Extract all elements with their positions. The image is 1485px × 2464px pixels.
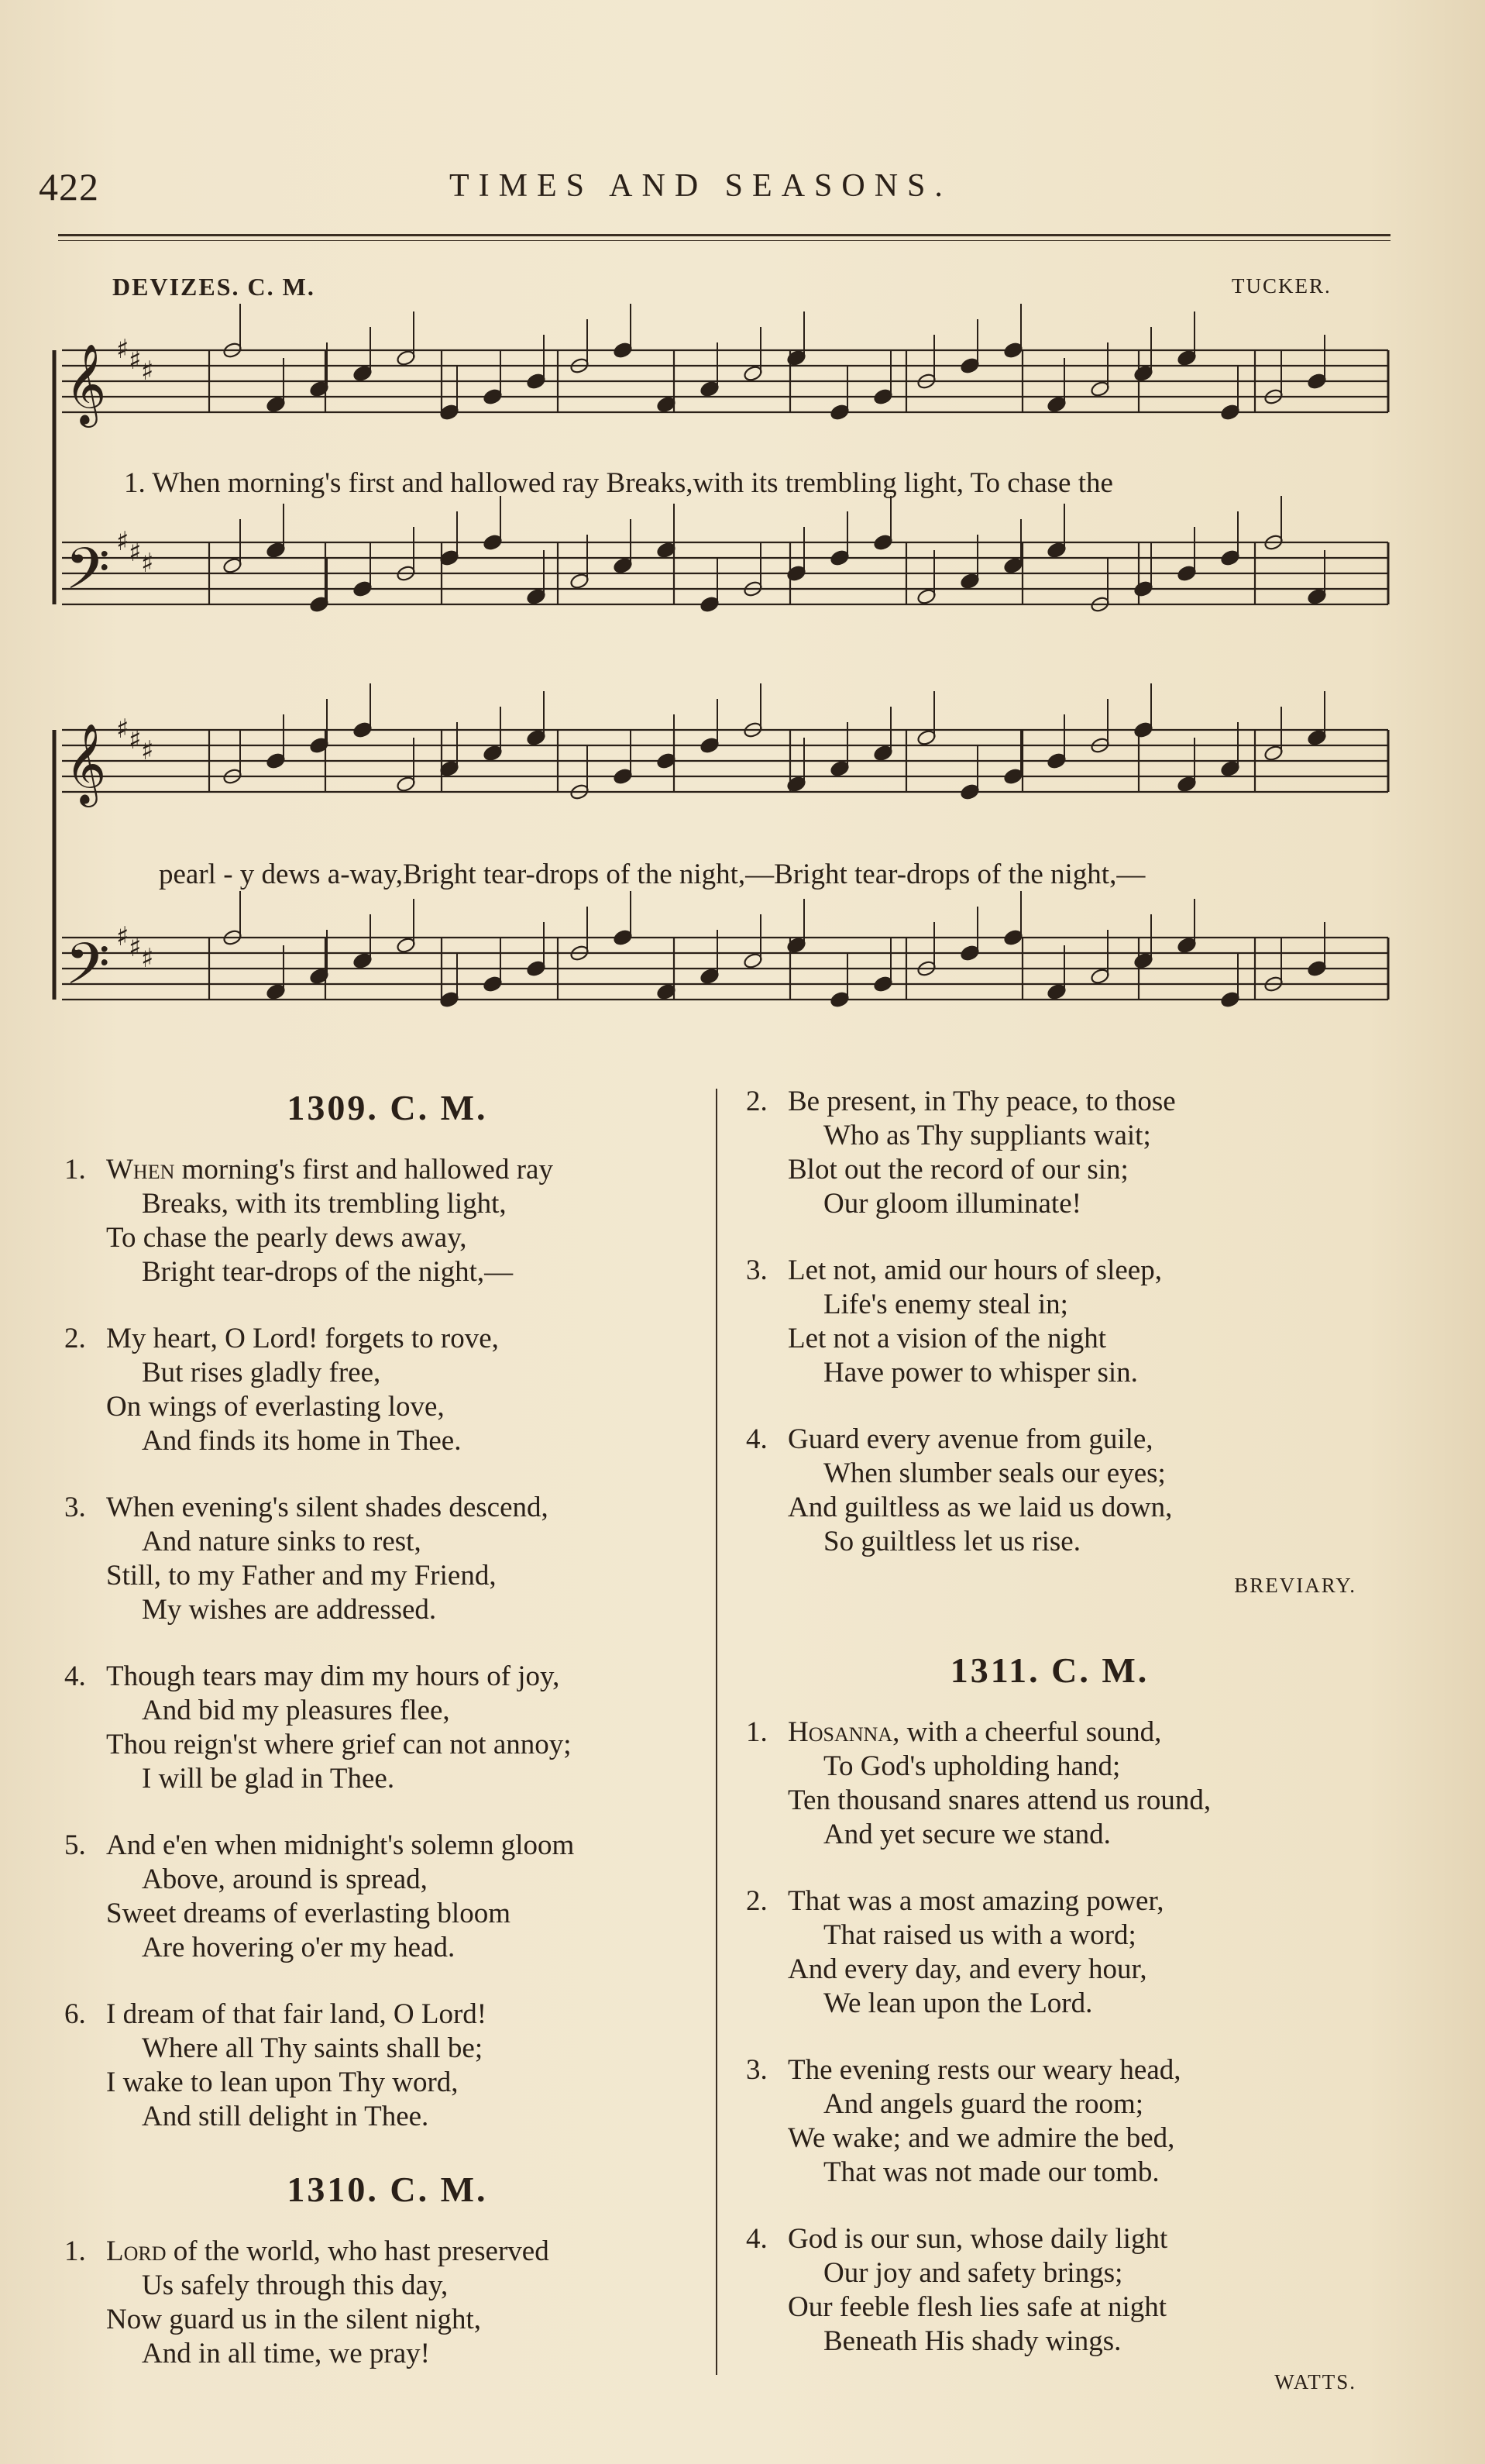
verse-line: And yet secure we stand.: [823, 1819, 1111, 1850]
verse-line: Though tears may dim my hours of joy,: [106, 1660, 560, 1692]
stanza-number: 3.: [64, 1492, 86, 1523]
lyric-line-1: 1. When morning's first and hallowed ray Breaks,with its trembling light, To chase the: [124, 467, 1113, 499]
stanza: [740, 1716, 1360, 1852]
verse-line: That was a most amazing power,: [788, 1885, 1164, 1917]
verse-line: Above, around is spread,: [142, 1863, 428, 1895]
hymn-number: 1310. C. M.: [287, 2170, 488, 2209]
verse-line: Blot out the record of our sin;: [788, 1154, 1129, 1186]
attribution-watts: WATTS.: [1274, 2370, 1356, 2393]
stanza: [58, 1829, 717, 1965]
verse-line: [58, 2235, 717, 2269]
verse-line: Are hovering o'er my head.: [142, 1932, 455, 1963]
verse-line: That raised us with a word;: [823, 1919, 1136, 1951]
sharp-icon: ♯: [116, 921, 129, 952]
running-title: TIMES AND SEASONS.: [449, 168, 952, 204]
verse-line: When slumber seals our eyes;: [823, 1457, 1166, 1489]
verse-line: God is our sun, whose daily light: [788, 2223, 1168, 2255]
verse-line: [58, 1153, 717, 1187]
verse-line: Ten thousand snares attend us round,: [788, 1784, 1212, 1816]
verse-line: Where all Thy saints shall be;: [142, 2032, 483, 2064]
treble-clef-icon: 𝄞: [65, 343, 107, 425]
verse-line: The evening rests our weary head,: [788, 2054, 1181, 2086]
verse-line: Let not, amid our hours of sleep,: [788, 1254, 1162, 1286]
verse-line: On wings of everlasting love,: [106, 1391, 445, 1423]
verse-line: Guard every avenue from guile,: [788, 1423, 1153, 1455]
verse-line: When evening's silent shades descend,: [106, 1492, 548, 1523]
page-number: 422: [39, 165, 99, 208]
verse-line: Our feeble flesh lies safe at night: [788, 2291, 1167, 2323]
initial-word: Hosanna: [788, 1716, 893, 1748]
hymn-1311: [740, 1647, 1360, 2359]
sharp-icon: ♯: [129, 537, 142, 568]
treble-clef-icon: 𝄞: [65, 723, 107, 804]
stanza-number: 6.: [64, 1998, 86, 2030]
verse-line: I wake to lean upon Thy word,: [106, 2067, 459, 2098]
stanza-number: 2.: [64, 1323, 86, 1354]
verse-line: Thou reign'st where grief can not annoy;: [106, 1729, 572, 1760]
sharp-icon: ♯: [141, 735, 154, 766]
bass-clef-icon: 𝄢: [65, 535, 110, 617]
stanza: [740, 1884, 1360, 2021]
verse-line: Still, to my Father and my Friend,: [106, 1560, 497, 1592]
verse-line: That was not made our tomb.: [823, 2156, 1160, 2188]
verse-line: We lean upon the Lord.: [823, 1987, 1093, 2019]
stanza: [740, 1423, 1360, 1559]
stanza-number: 4.: [64, 1660, 86, 1692]
verse-line: And angels guard the room;: [823, 2088, 1144, 2120]
verse-line: Have power to whisper sin.: [823, 1357, 1138, 1389]
stanza: [58, 1322, 717, 1458]
verse-line-text: , with a cheerful sound,: [892, 1716, 1162, 1748]
verse-line: [740, 1716, 1360, 1750]
sharp-icon: ♯: [116, 334, 129, 365]
verse-line: And bid my pleasures flee,: [142, 1695, 450, 1726]
stanza-number: 1.: [64, 1154, 86, 1186]
verse-line: Beneath His shady wings.: [823, 2325, 1122, 2357]
verse-line: Be present, in Thy peace, to those: [788, 1086, 1176, 1117]
stanza-number: 4.: [746, 1423, 768, 1455]
verse-line: My heart, O Lord! forgets to rove,: [106, 1323, 499, 1354]
stanza-number: 3.: [746, 2054, 768, 2086]
verse-line: To God's upholding hand;: [823, 1750, 1121, 1782]
hymn-1309: [58, 1085, 717, 2134]
left-column: [58, 1085, 717, 2404]
verse-line: Breaks, with its trembling light,: [142, 1188, 507, 1220]
stanza: [58, 1660, 717, 1796]
verse-line: To chase the pearly dews away,: [106, 1222, 467, 1254]
hymn-1310: [58, 2166, 717, 2371]
stanza: [58, 1998, 717, 2134]
stanza-number: 5.: [64, 1829, 86, 1861]
stanza: [58, 1153, 717, 1289]
verse-line: I will be glad in Thee.: [142, 1763, 395, 1795]
attribution-breviary: BREVIARY.: [1234, 1574, 1356, 1597]
verse-line: And guiltless as we laid us down,: [788, 1492, 1173, 1523]
verse-line: Who as Thy suppliants wait;: [823, 1120, 1151, 1151]
verse-line: Life's enemy steal in;: [823, 1289, 1068, 1320]
music-score: [0, 0, 1485, 1054]
verse-line: Our joy and safety brings;: [823, 2257, 1123, 2289]
verse-line: Our gloom illuminate!: [823, 1188, 1081, 1220]
verse-line: Sweet dreams of everlasting bloom: [106, 1898, 510, 1929]
stanza: [740, 1254, 1360, 1390]
verse-line: And e'en when midnight's solemn gloom: [106, 1829, 575, 1861]
lyric-line-2: pearl - y dews a-way,Bright tear-drops of the night,—Bright tear-drops of the night,—: [159, 859, 1146, 890]
stanza-number: 1.: [746, 1716, 768, 1748]
stanza-number: 3.: [746, 1254, 768, 1286]
stanza: [740, 2222, 1360, 2359]
sharp-icon: ♯: [141, 548, 154, 579]
stanza-number: 1.: [64, 2235, 86, 2267]
sharp-icon: ♯: [116, 526, 129, 557]
column-divider: [716, 1089, 717, 2375]
verse-line: And finds its home in Thee.: [142, 1425, 462, 1457]
verse-line: But rises gladly free,: [142, 1357, 381, 1389]
verse-line: And still delight in Thee.: [142, 2101, 429, 2132]
composer: TUCKER.: [1232, 274, 1332, 298]
verse-line: And in all time, we pray!: [142, 2338, 430, 2369]
hymn-number: 1311. C. M.: [950, 1650, 1150, 1690]
tune-name: DEVIZES. C. M.: [112, 273, 315, 301]
bass-clef-icon: 𝄢: [65, 931, 110, 1012]
sharp-icon: ♯: [129, 932, 142, 963]
initial-word: When: [106, 1154, 175, 1186]
sharp-icon: ♯: [129, 345, 142, 376]
verse-line: Let not a vision of the night: [788, 1323, 1107, 1354]
verse-line: So guiltless let us rise.: [823, 1526, 1081, 1557]
sharp-icon: ♯: [116, 714, 129, 745]
stanza-number: 2.: [746, 1086, 768, 1117]
stanza: [58, 2235, 717, 2371]
verse-line: We wake; and we admire the bed,: [788, 2122, 1175, 2154]
sharp-icon: ♯: [141, 943, 154, 974]
verse-line: I dream of that fair land, O Lord!: [106, 1998, 487, 2030]
stanza: [58, 1491, 717, 1627]
verse-line: Bright tear-drops of the night,—: [142, 1256, 514, 1288]
stanza: [740, 1085, 1360, 1221]
right-column: [740, 1085, 1360, 2430]
stanza-number: 2.: [746, 1885, 768, 1917]
stanza-number: 4.: [746, 2223, 768, 2255]
sharp-icon: ♯: [129, 724, 142, 755]
verse-line: Now guard us in the silent night,: [106, 2304, 482, 2335]
sharp-icon: ♯: [141, 356, 154, 387]
verse-line-text: of the world, who hast preserved: [166, 2235, 549, 2267]
initial-word: Lord: [106, 2235, 167, 2267]
verse-line: And nature sinks to rest,: [142, 1526, 421, 1557]
verse-line: And every day, and every hour,: [788, 1953, 1147, 1985]
verse-line-text: morning's first and hallowed ray: [174, 1154, 553, 1186]
verse-line: My wishes are addressed.: [142, 1594, 437, 1626]
hymn-number: 1309. C. M.: [287, 1088, 488, 1127]
verse-line: Us safely through this day,: [142, 2270, 449, 2301]
stanza: [740, 2053, 1360, 2190]
